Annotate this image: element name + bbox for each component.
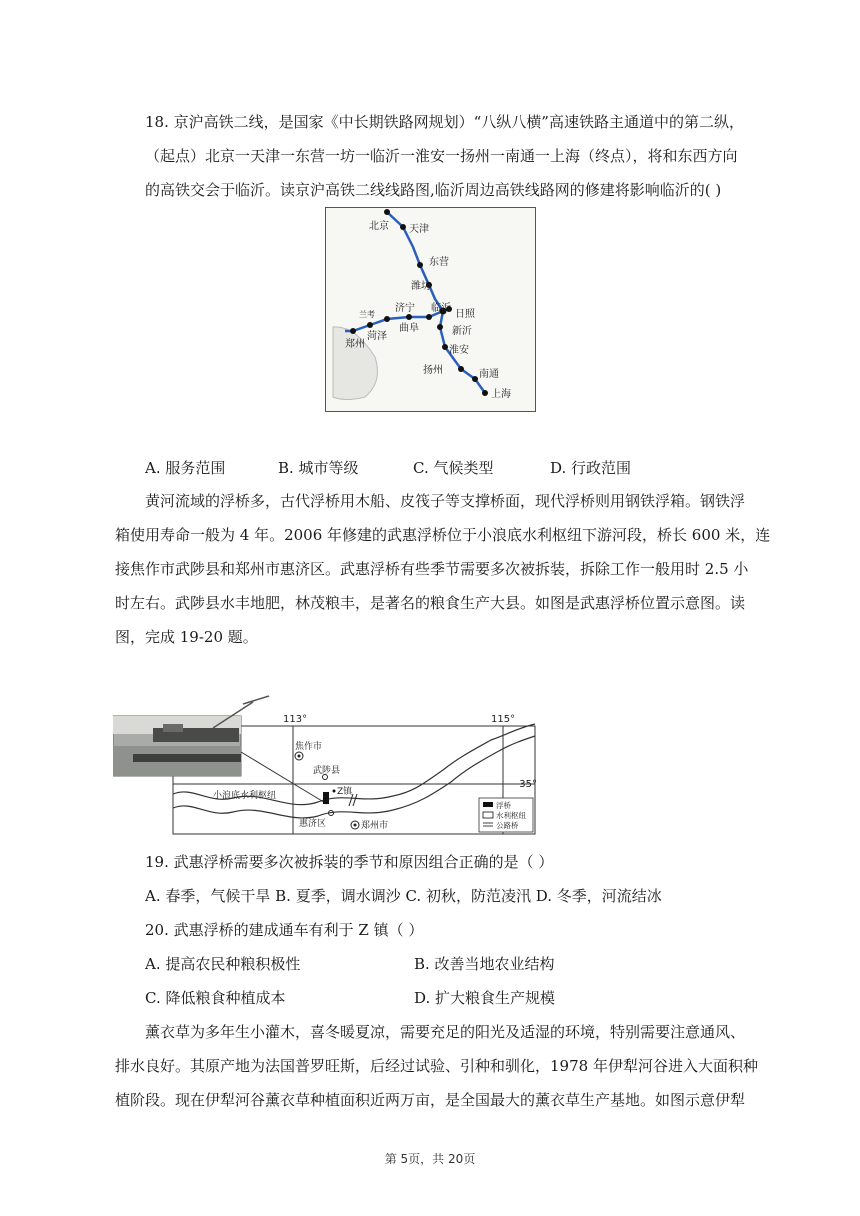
city-zhengzhou: 郑州 — [345, 339, 365, 350]
q18-line-2: （起点）北京一天津一东营一坊一临沂一淮安一扬州一南通一上海（终点），将和东西方向 — [145, 147, 738, 165]
q20-option-a: A. 提高农民种粮积极性 — [145, 955, 301, 973]
passage1-line-1: 黄河流域的浮桥多，古代浮桥用木船、皮筏子等支撑桥面，现代浮桥则用钢铁浮箱。钢铁浮 — [145, 492, 746, 510]
bridge-location-map — [113, 694, 539, 838]
railway-map — [325, 207, 536, 412]
city-beijing: 北京 — [369, 221, 389, 232]
page-footer: 第 5页，共 20页 — [384, 1152, 476, 1166]
legend-floating-bridge: 浮桥 — [496, 801, 511, 810]
q18-option-b: B. 城市等级 — [278, 459, 359, 477]
q19-stem: 19. 武惠浮桥需要多次被拆装的季节和原因组合正确的是（ ） — [145, 853, 554, 871]
city-heze: 菏泽 — [367, 331, 387, 342]
q20-option-c: C. 降低粮食种植成本 — [145, 989, 286, 1007]
q20-option-d: D. 扩大粮食生产规模 — [414, 989, 556, 1007]
city-jining: 济宁 — [395, 303, 415, 314]
city-yangzhou: 扬州 — [423, 365, 443, 376]
label-113: 113° — [283, 714, 308, 725]
q18-line-1: 18. 京沪高铁二线，是国家《中长期铁路网规划）“八纵八横”高速铁路主通道中的第二纵， — [145, 113, 744, 131]
label-ztown: Z镇 — [337, 787, 353, 797]
legend-dam: 水利枢纽 — [496, 811, 526, 820]
q18-option-c: C. 气候类型 — [413, 459, 494, 477]
passage2-line-1: 薰衣草为多年生小灌木，喜冬暖夏凉，需要充足的阳光及适湿的环境，特别需要注意通风、 — [145, 1023, 746, 1041]
q19-options: A. 春季，气候干旱 B. 夏季，调水调沙 C. 初秋，防范凌汛 D. 冬季，河流结冰 — [145, 887, 662, 905]
q18-option-a: A. 服务范围 — [145, 459, 226, 477]
city-linyi: 临沂 — [431, 303, 451, 314]
passage1-line-5: 图，完成 19-20 题。 — [115, 628, 258, 646]
q20-option-b: B. 改善当地农业结构 — [414, 955, 555, 973]
legend-road-bridge: 公路桥 — [496, 821, 519, 830]
city-rizhao: 日照 — [455, 309, 475, 320]
city-tianjin: 天津 — [409, 224, 429, 235]
city-nantong: 南通 — [479, 369, 499, 380]
passage2-line-3: 植阶段。现在伊犁河谷薰衣草种植面积近两万亩，是全国最大的薰衣草生产基地。如图示意伊犁 — [115, 1091, 746, 1109]
label-35: 35° — [519, 779, 537, 790]
city-lankao: 兰考 — [359, 310, 375, 319]
city-huaian: 淮安 — [449, 345, 469, 356]
q20-stem: 20. 武惠浮桥的建成通车有利于 Z 镇（ ） — [145, 921, 424, 939]
passage1-line-4: 时左右。武陟县水丰地肥，林茂粮丰，是著名的粮食生产大县。如图是武惠浮桥位置示意图。读 — [115, 594, 746, 612]
label-huiji: 惠济区 — [299, 819, 327, 829]
passage2-line-2: 排水良好。其原产地为法国普罗旺斯，后经过试验、引种和驯化，1978 年伊犁河谷进入大面积种 — [115, 1057, 758, 1075]
q18-option-d: D. 行政范围 — [550, 459, 632, 477]
label-wuzhi: 武陟县 — [313, 766, 341, 776]
city-weifang: 潍坊 — [411, 281, 431, 292]
label-jiaozuo: 焦作市 — [295, 742, 323, 752]
passage1-line-2: 箱使用寿命一般为 4 年。2006 年修建的武惠浮桥位于小浪底水利枢纽下游河段，桥长 600 米，连 — [115, 526, 771, 544]
q18-line-3: 的高铁交会于临沂。读京沪高铁二线线路图,临沂周边高铁线路网的修建将影响临沂的( ) — [145, 181, 722, 199]
city-dongying: 东营 — [429, 257, 449, 268]
city-xinyi: 新沂 — [452, 326, 472, 337]
city-qufu: 曲阜 — [399, 323, 419, 334]
label-xiaolangdi: 小浪底水利枢纽 — [213, 791, 277, 801]
city-shanghai: 上海 — [491, 389, 511, 400]
label-115: 115° — [491, 714, 516, 725]
label-zhengzhou: 郑州市 — [361, 821, 389, 831]
passage1-line-3: 接焦作市武陟县和郑州市惠济区。武惠浮桥有些季节需要多次被拆装，拆除工作一般用时 2.5 小 — [115, 560, 749, 578]
